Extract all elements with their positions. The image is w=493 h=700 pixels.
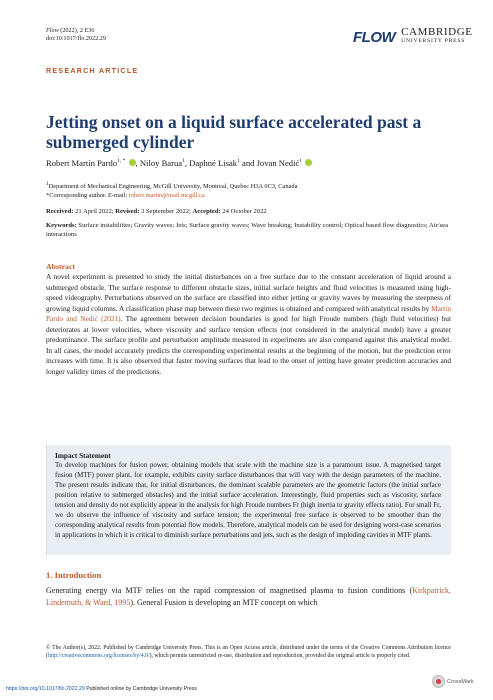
page-footer <box>6 686 197 692</box>
doi-text[interactable]: doi:10.1017/flo.2022.29 <box>46 34 106 42</box>
introduction-text <box>46 585 451 608</box>
accepted-label: Accepted: <box>192 208 221 215</box>
revised-label: Revised: <box>115 208 140 215</box>
cambridge-wordmark: CAMBRIDGE <box>401 26 473 38</box>
journal-name: Flow <box>46 27 59 34</box>
publisher-logo[interactable] <box>353 28 473 46</box>
corresponding-email-link[interactable]: robert.martin@mail.mcgill.ca <box>128 191 205 199</box>
article-dates <box>46 208 267 215</box>
abstract-body: . The agreement between decision boundaries is good for high Froude numbers (high fluid velocities) but deteriorates at lower velocities, where viscosity and surface tension effects (not considered in the analytical model) have a greater predominance. The surface profile and perturbation amplitude measured in experiments are also compared against this analytical model. In all cases, the model accurately predicts the corresponding experimental results at the beginning of the motion, but the prediction error increases with time. It is also observed that faster moving surfaces that lead to the onset of jetting have greater prediction accuracies and longer validity times of the predictions. <box>46 314 451 376</box>
introduction-body: Generating energy via MTF relies on the rapid compression of magnetised plasma to fusion conditions ( <box>46 586 413 595</box>
corresponding-label: *Corresponding author. E-mail: <box>46 191 129 199</box>
article-title: Jetting onset on a liquid surface accelerated past a submerged cylinder <box>46 112 422 152</box>
author-name[interactable]: Robert Martín Pardo <box>46 158 118 168</box>
author-affiliation-mark: 1 <box>299 158 303 165</box>
license-text: © The Author(s), 2022. Published by Cambridge University Press. This is an Open Access article, distributed under the terms of the Creative Commons Attribution licence ( <box>46 645 451 659</box>
license-url-link[interactable]: http://creativecommons.org/licenses/by/4.0/ <box>47 652 150 659</box>
article-type: RESEARCH ARTICLE <box>46 66 139 75</box>
orcid-icon[interactable] <box>305 159 312 166</box>
footer-doi-link[interactable]: https://doi.org/10.1017/flo.2022.29 <box>6 686 85 692</box>
abstract-body: A novel experiment is presented to study the initial disturbances on a free surface due to the constant acceleration of liquid around a submerged obstacle. The surface response to different obstacle sizes, initial surface heights and fluid velocities is measured using high-speed videography. Perturbations observed on the surface are classified into either jetting or gravity waves by measuring the steepness of growing liquid columns. A classification phase map between these two regimes is obtained and compared with analytical results by <box>46 272 451 313</box>
accepted-date: 24 October 2022 <box>220 208 267 215</box>
received-label: Received: <box>46 208 74 215</box>
revised-date: 3 September 2022; <box>139 208 193 215</box>
impact-statement-text: To develop machines for fusion power, obtaining models that scale with the machine size is a paramount issue. A magnetised target fusion (MTF) power plant, for example, exhibits cavity surface disturbances that will vary with the design parameters of the machine. The present results indicate that, for initial disturbances, the dominant scalable parameters are the geometric factors (the initial surface position relative to submerged obstacles) and the initial surface acceleration. Interestingly, fluid properties such as viscosity, surface tension and density do not explicitly appear in the analysis for high Froude numbers Fr (high inertia to gravity effects ratio). For small Fr, we do observe the influence of viscosity and surface tension; the experimental free surface is observed to be smoother than the corresponding analytical results from potential flow models. Therefore, analytical models can be used for designing worst-case scenarios in applications in which it is critical to diminish surface perturbations and jets, such as the design of imploding cavities in MTF plants. <box>55 461 441 539</box>
journal-citation <box>46 27 106 42</box>
affiliation-block <box>46 180 446 200</box>
affiliation-text: Department of Mechanical Engineering, McGill University, Montreal, Quebec H3A 0C3, Canada <box>48 183 298 191</box>
abstract-heading: Abstract <box>46 262 76 271</box>
footer-published-text: Published online by Cambridge University Press <box>84 686 197 692</box>
license-note <box>46 645 451 661</box>
university-press-wordmark: UNIVERSITY PRESS <box>401 38 466 44</box>
impact-statement-heading: Impact Statement <box>55 451 111 460</box>
journal-volume: (2022), 2 E36 <box>58 27 95 34</box>
license-text: ), which permits unrestricted re-use, distribution and reproduction, provided the original article is properly cited. <box>149 652 411 659</box>
introduction-body: ). General Fusion is developing an MTF concept on which <box>130 597 318 607</box>
abstract-text <box>46 272 451 377</box>
keywords-label: Keywords: <box>46 222 77 229</box>
crossmark-icon <box>432 675 445 688</box>
crossmark-label: CrossMark <box>447 678 474 685</box>
keywords-text: Surface instabilities; Gravity waves; Jets; Surface gravity waves; Wave breaking; Instability control; Optical based flow diagnostics; Air/sea interactions <box>46 222 449 238</box>
cambridge-logo <box>401 28 472 46</box>
author-name[interactable]: Daphné Lisak <box>189 158 238 168</box>
received-date: 21 April 2022; <box>73 208 116 215</box>
author-name[interactable]: and Jovan Nedić <box>242 158 300 168</box>
introduction-heading: 1. Introduction <box>46 570 102 580</box>
author-name[interactable]: Niloy Barua <box>139 158 183 168</box>
author-list: Robert Martín Pardo$^{1, *}$ , Niloy Barua$^1$, Daphné Lisak$^1$ and Jovan Nedić$^1$ <box>46 158 312 168</box>
keywords <box>46 222 451 239</box>
author-affiliation-mark: 1, * <box>117 158 126 165</box>
author-affiliation-mark: 1 <box>182 158 185 165</box>
flow-logo: FLOW <box>353 28 396 46</box>
author-affiliation-mark: 1 <box>237 158 240 165</box>
abstract-citation-link[interactable]: Martín Pardo and Nedić (2021) <box>46 303 451 324</box>
orcid-icon[interactable] <box>129 159 136 166</box>
affiliation-mark: 1 <box>46 181 49 187</box>
crossmark-badge[interactable] <box>432 675 474 688</box>
introduction-citation-link[interactable]: Kirkpatrick, Lindemuth, & Ward, 1995 <box>46 586 451 607</box>
